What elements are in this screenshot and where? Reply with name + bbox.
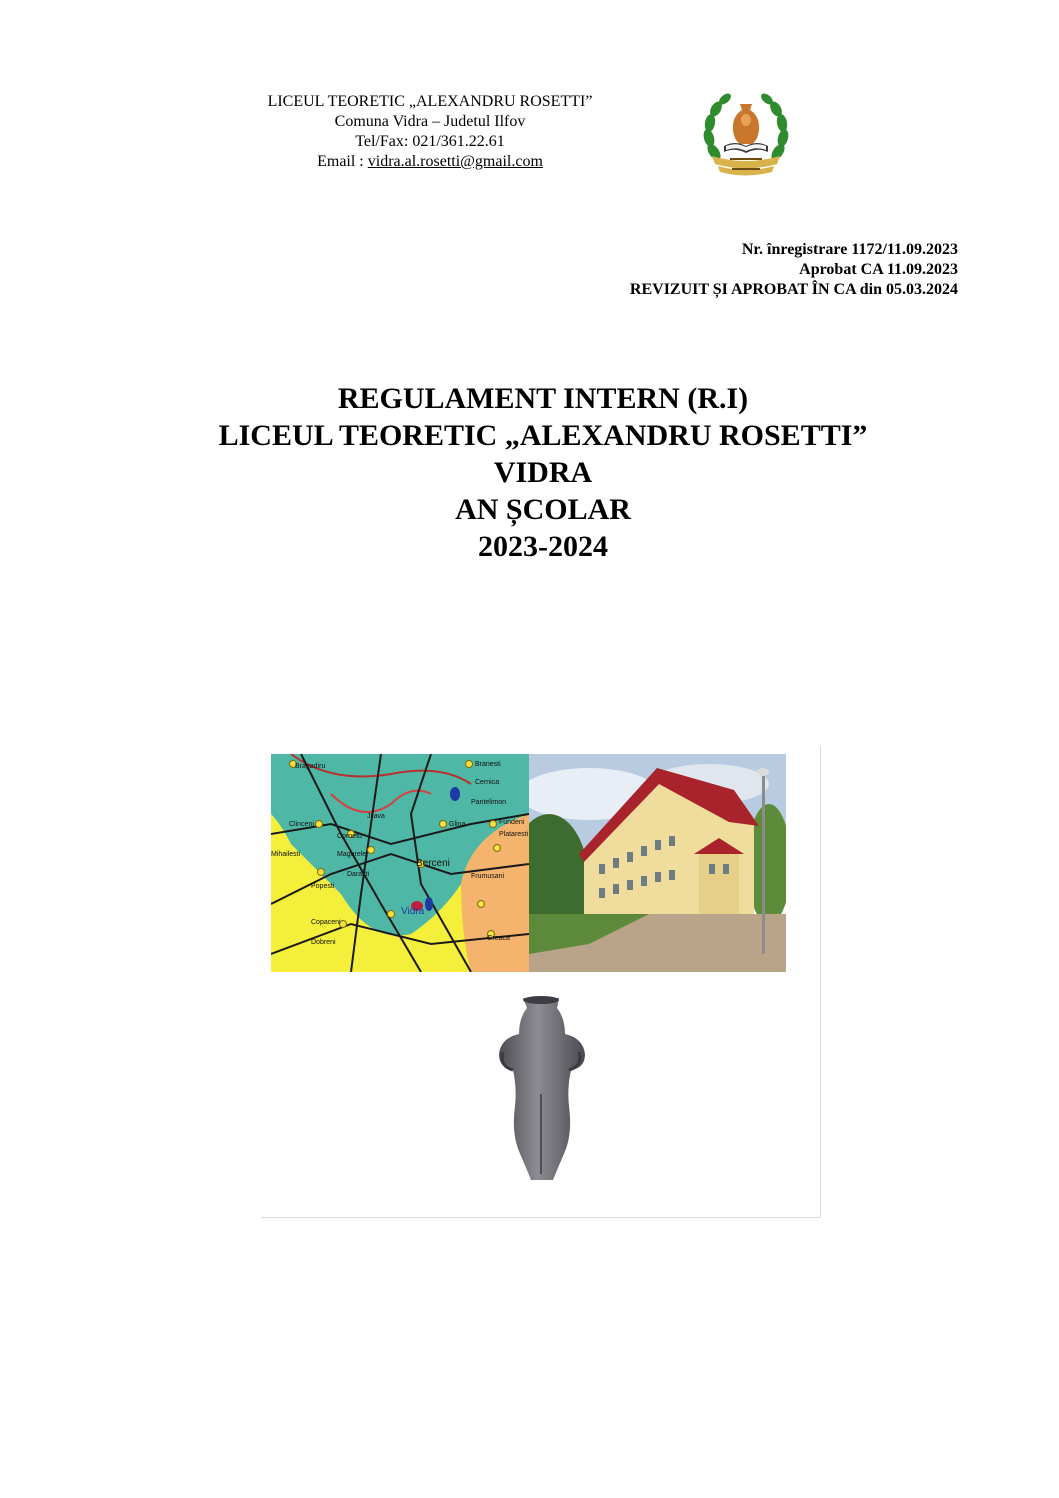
map-label: Copaceni xyxy=(311,919,341,926)
map-label: Cernica xyxy=(475,779,500,786)
registration-info xyxy=(630,240,958,300)
map-label: Greaca xyxy=(487,935,510,942)
map-label: Bragadiru xyxy=(295,763,326,770)
map-label: Plataresti xyxy=(499,831,529,838)
title-line-1: REGULAMENT INTERN (R.I) xyxy=(337,382,749,415)
region-map-image xyxy=(271,754,529,972)
school-name: LICEUL TEORETIC „ALEXANDRU ROSETTI” xyxy=(267,93,593,110)
school-address: Comuna Vidra – Judetul Ilfov xyxy=(334,113,526,130)
map-label: Berceni xyxy=(416,858,450,869)
school-building-image xyxy=(529,754,786,972)
document-title xyxy=(0,380,1059,565)
map-label: Dobreni xyxy=(311,939,336,946)
school-header xyxy=(210,92,650,172)
map-label: Pantelimon xyxy=(471,799,507,806)
map-label: Cornetu xyxy=(337,833,362,840)
school-email-line xyxy=(210,152,650,172)
map-label: Frumusani xyxy=(471,873,505,880)
title-line-2: LICEUL TEORETIC „ALEXANDRU ROSETTI” xyxy=(218,419,868,452)
map-label: Popesti xyxy=(311,883,335,890)
map-label: Fundeni xyxy=(499,819,525,826)
title-line-3: VIDRA xyxy=(493,456,593,489)
school-crest-icon xyxy=(700,90,792,180)
registration-number: Nr. înregistrare 1172/11.09.2023 xyxy=(741,241,958,258)
map-label: Jilava xyxy=(367,813,385,820)
school-phone: Tel/Fax: 021/361.22.61 xyxy=(355,133,505,150)
approval-date: Aprobat CA 11.09.2023 xyxy=(799,261,958,278)
email-label: Email : xyxy=(317,153,368,170)
map-label: Clinceni xyxy=(289,821,314,828)
cover-image xyxy=(261,746,821,1218)
email-link[interactable]: vidra.al.rosetti@gmail.com xyxy=(367,153,543,170)
map-label: Darasti xyxy=(347,871,370,878)
revision-date: REVIZUIT ȘI APROBAT ÎN CA din 05.03.2024 xyxy=(629,281,958,298)
figurine-image xyxy=(489,994,593,1184)
title-line-4: AN ȘCOLAR xyxy=(455,493,631,526)
map-label: Glina xyxy=(449,821,466,828)
map-label: Branesti xyxy=(475,761,501,768)
map-label: Magurele xyxy=(337,851,367,858)
map-label: Vidra xyxy=(401,906,425,917)
map-label: Mihailesti xyxy=(271,851,301,858)
title-line-5: 2023-2024 xyxy=(478,530,608,563)
